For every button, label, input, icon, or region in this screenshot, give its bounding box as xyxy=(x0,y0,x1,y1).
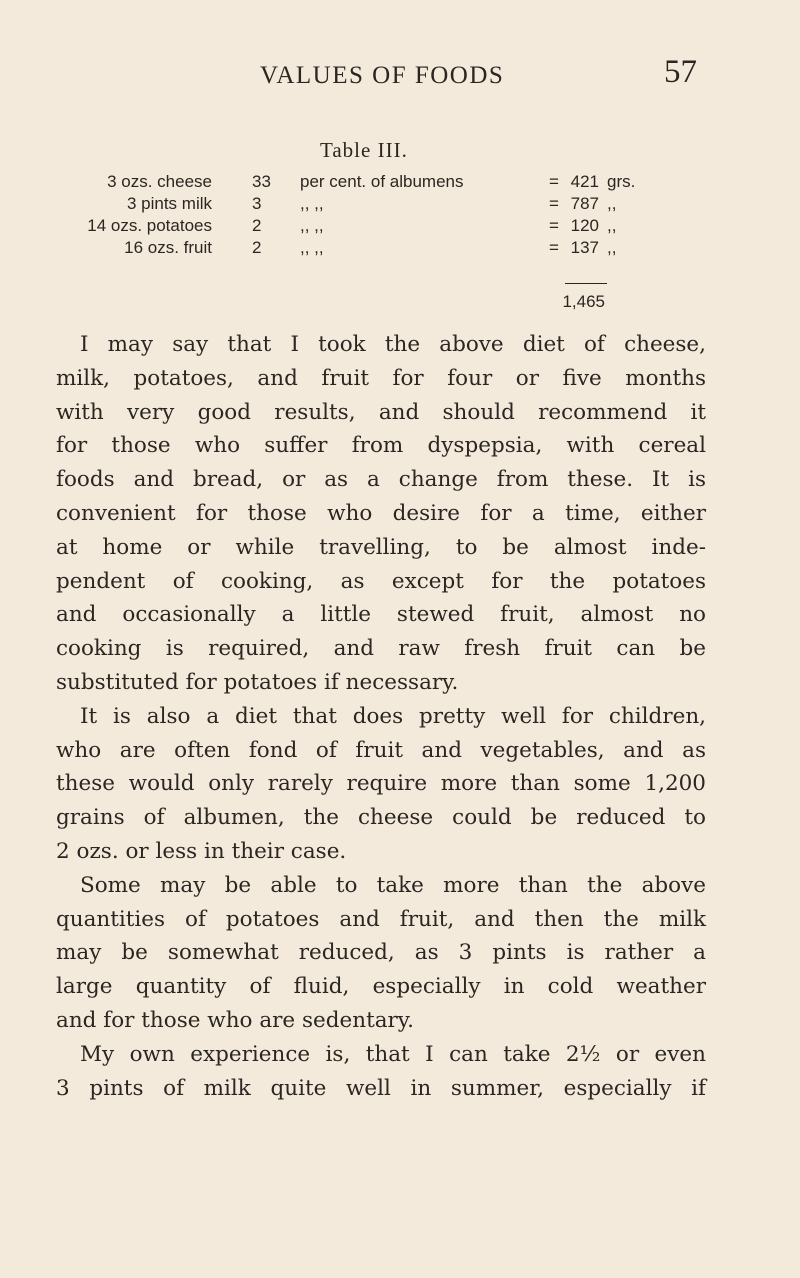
albumen-description: per cent. of albumens xyxy=(300,172,464,191)
running-title: VALUES OF FOODS xyxy=(260,62,505,89)
text-line: and occasionally a little stewed fruit, almost no xyxy=(56,602,706,628)
table-caption: Table III. xyxy=(320,138,408,162)
equals-sign: = xyxy=(549,172,559,191)
table-row xyxy=(0,216,800,238)
text-line: It is also a diet that does pretty well for children, xyxy=(80,703,706,729)
ditto-marks: ,, ,, xyxy=(300,238,324,257)
text-line: I may say that I took the above diet of cheese, xyxy=(80,332,706,357)
table-row xyxy=(0,194,800,216)
grain-value: 421 xyxy=(570,172,599,191)
running-head xyxy=(0,54,800,96)
text-line: 3 pints of milk quite well in summer, especially if xyxy=(56,1075,706,1101)
albumen-percent: 2 xyxy=(252,238,262,257)
albumen-percent: 2 xyxy=(252,216,262,235)
grain-unit: grs. xyxy=(607,172,636,191)
grain-value: 787 xyxy=(570,194,599,213)
text-line: who are often fond of fruit and vegetables, and as xyxy=(56,737,706,763)
table-total: 1,465 xyxy=(562,292,605,311)
grain-value: 120 xyxy=(570,216,599,235)
ditto-marks: ,, ,, xyxy=(300,216,324,235)
text-line: these would only rarely require more than some 1,200 xyxy=(56,771,706,797)
text-line: Some may be able to take more than the above xyxy=(80,872,706,898)
text-line: milk, potatoes, and fruit for four or five months xyxy=(56,365,706,391)
body-text xyxy=(56,328,706,1105)
table-row xyxy=(0,238,800,260)
text-line: quantities of potatoes and fruit, and then the milk xyxy=(56,906,706,932)
text-line: pendent of cooking, as except for the potatoes xyxy=(56,568,706,594)
text-line: 2 ozs. or less in their case. xyxy=(56,838,347,864)
text-line: My own experience is, that I can take 2½ or even xyxy=(80,1041,706,1067)
food-item: 16 ozs. fruit xyxy=(124,238,212,257)
text-line: at home or while travelling, to be almost inde- xyxy=(56,534,706,560)
text-line: convenient for those who desire for a time, either xyxy=(56,500,706,526)
page-number: 57 xyxy=(664,54,697,90)
albumen-percent: 3 xyxy=(252,194,262,213)
equals-sign: = xyxy=(549,216,559,235)
text-line: large quantity of fluid, especially in cold weather xyxy=(56,974,706,1000)
text-line: foods and bread, or as a change from these. It is xyxy=(56,467,706,493)
text-line: for those who suffer from dyspepsia, with cereal xyxy=(56,433,706,459)
food-item: 3 pints milk xyxy=(126,194,212,213)
total-rule xyxy=(565,283,607,284)
text-line: substituted for potatoes if necessary. xyxy=(56,669,459,695)
albumen-table xyxy=(0,172,800,260)
ditto-marks: ,, ,, xyxy=(300,194,324,213)
grain-value: 137 xyxy=(570,238,599,257)
text-line: with very good results, and should recommend it xyxy=(56,399,706,425)
equals-sign: = xyxy=(549,238,559,257)
text-line: grains of albumen, the cheese could be reduced to xyxy=(56,805,706,831)
table-row xyxy=(0,172,800,194)
grain-unit: ,, xyxy=(607,194,617,213)
albumen-percent: 33 xyxy=(252,172,271,191)
text-line: may be somewhat reduced, as 3 pints is rather a xyxy=(56,940,706,966)
grain-unit: ,, xyxy=(607,238,617,257)
text-line: cooking is required, and raw fresh fruit can be xyxy=(56,636,706,662)
text-line: and for those who are sedentary. xyxy=(56,1007,414,1033)
grain-unit: ,, xyxy=(607,216,617,235)
food-item: 3 ozs. cheese xyxy=(107,172,212,191)
food-item: 14 ozs. potatoes xyxy=(87,216,212,235)
equals-sign: = xyxy=(549,194,559,213)
